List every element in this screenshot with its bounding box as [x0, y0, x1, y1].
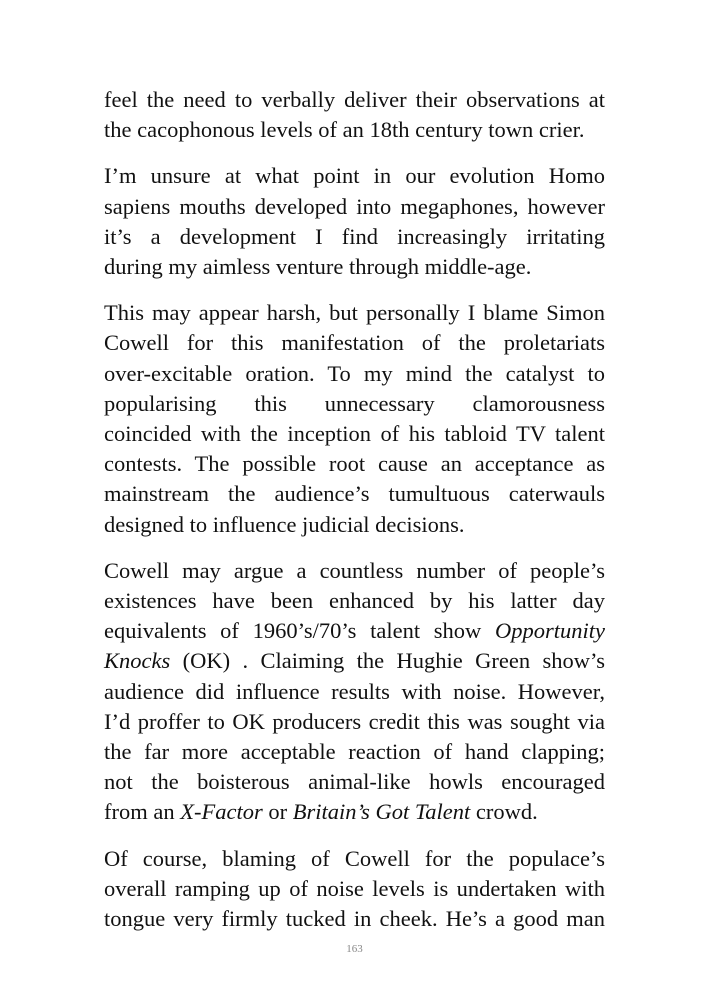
text-run: I’m unsure at what point in our evolution Homo: [104, 163, 605, 189]
text-run: during my aimless venture through middle-age.: [104, 254, 532, 279]
text-line: [104, 556, 605, 586]
italic-title: Knocks: [104, 648, 171, 674]
text-run: Cowell may argue a countless number of people’s: [104, 557, 605, 583]
italic-title: X-Factor: [180, 799, 263, 825]
italic-title: Opportunity: [495, 618, 605, 644]
text-line: [104, 222, 605, 252]
text-line: [104, 844, 605, 874]
text-run: crowd.: [470, 799, 538, 825]
text-run: (OK) . Claiming the Hughie Green show’s: [170, 648, 605, 674]
text-line: [104, 449, 605, 479]
text-line: [104, 510, 605, 540]
page-number: 163: [346, 943, 363, 955]
text-line: [104, 586, 605, 616]
text-line: [104, 737, 605, 767]
text-line: [104, 707, 605, 737]
text-line: [104, 359, 605, 389]
text-line: [104, 161, 605, 191]
text-run: tongue very firmly tucked in cheek. He’s a good man: [104, 906, 605, 931]
text-line: [104, 677, 605, 707]
text-line: [104, 252, 605, 282]
text-line: [104, 479, 605, 509]
text-run: designed to influence judicial decisions.: [104, 511, 465, 537]
text-run: I’d proffer to OK producers credit this was sought via: [104, 708, 605, 734]
text-line: [104, 767, 605, 797]
text-run: not the boisterous animal-like howls encouraged: [104, 769, 605, 795]
text-run: or: [262, 799, 293, 825]
text-run: existences have been enhanced by his latter day: [104, 588, 605, 613]
text-run: it’s a development I find increasingly irritating: [104, 223, 605, 249]
text-run: over-excitable oration. To my mind the catalyst to: [104, 360, 605, 386]
text-run: the cacophonous levels of an 18th century town crier.: [104, 117, 585, 143]
text-line: [104, 328, 605, 358]
text-line: [104, 874, 605, 904]
text-line: [104, 797, 605, 827]
text-line: [104, 616, 605, 646]
text-run: contests. The possible root cause an acceptance as: [104, 451, 605, 477]
text-line: [104, 85, 605, 115]
text-run: mainstream the audience’s tumultuous caterwauls: [104, 481, 605, 507]
text-run: coincided with the inception of his tabloid TV talent: [104, 421, 605, 446]
text-run: overall ramping up of noise levels is undertaken with: [104, 875, 605, 901]
text-line: [104, 389, 605, 419]
text-run: Cowell for this manifestation of the proletariats: [104, 330, 605, 356]
text-run: sapiens mouths developed into megaphones, however: [104, 193, 605, 219]
text-line: [104, 298, 605, 328]
text-run: This may appear harsh, but personally I blame Simon: [104, 300, 605, 326]
text-run: the far more acceptable reaction of hand clapping;: [104, 739, 605, 764]
text-run: feel the need to verbally deliver their observations at: [104, 87, 605, 112]
text-line: [104, 192, 605, 222]
text-line: [104, 904, 605, 934]
text-run: from an: [104, 799, 181, 825]
text-run: Of course, blaming of Cowell for the populace’s: [104, 845, 605, 871]
text-line: [104, 115, 605, 145]
text-line: [104, 419, 605, 449]
text-line: [104, 646, 605, 676]
italic-title: Britain’s Got Talent: [292, 799, 471, 825]
text-run: equivalents of 1960’s/70’s talent show: [104, 618, 495, 644]
text-run: popularising this unnecessary clamorousness: [104, 390, 605, 416]
text-run: audience did influence results with noise. However,: [104, 678, 605, 704]
